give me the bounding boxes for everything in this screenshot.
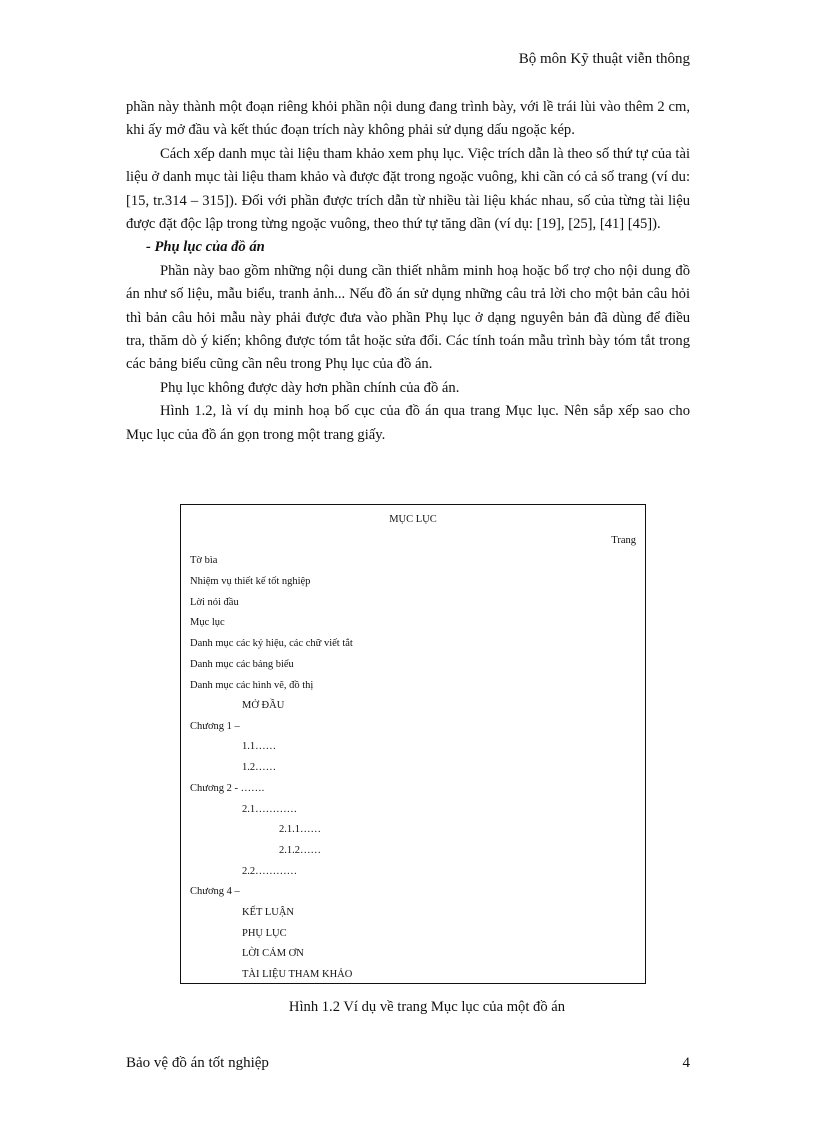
toc-page-label: Trang	[611, 535, 636, 546]
paragraph-appendix-length: Phụ lục không được dày hơn phần chính của đồ án.	[160, 379, 460, 396]
toc-item: 2.2…………	[242, 866, 298, 877]
toc-item: Chương 2 - …….	[190, 783, 265, 794]
toc-item: 1.2……	[242, 762, 277, 773]
toc-item: 2.1…………	[242, 804, 298, 815]
toc-item: Danh mục các ký hiệu, các chữ viết tắt	[190, 638, 353, 649]
figure-caption: Hình 1.2 Ví dụ về trang Mục lục của một đồ án	[288, 999, 566, 1015]
toc-item: KẾT LUẬN	[242, 907, 295, 918]
page-header: Bộ môn Kỹ thuật viễn thông	[518, 51, 690, 67]
footer-title: Bảo vệ đồ án tốt nghiệp	[126, 1055, 269, 1071]
toc-item: Chương 1 –	[190, 721, 240, 732]
toc-figure	[180, 504, 646, 984]
body-text	[126, 96, 690, 447]
toc-item: 1.1……	[242, 741, 277, 752]
toc-item: LỜI CẢM ƠN	[242, 948, 304, 959]
paragraph-citation: Cách xếp danh mục tài liệu tham khảo xem phụ lục. Việc trích dẫn là theo số thứ tự của tài liệu ở danh mục tài liệu tham khảo và được đặt trong ngoặc vuông, khi cần có cả số trang (ví du: [15, tr.314 – 315]). Đối với phần được trích dẫn từ nhiều tài liệu khác nhau, số của từng tài liệu được đặt độc lập trong từng ngoặc vuông, theo thứ tự tăng dần (ví dụ: [19], [25], [41] [45]).	[126, 145, 690, 233]
paragraph-figure-ref: Hình 1.2, là ví dụ minh hoạ bố cục của đồ án qua trang Mục lục. Nên sắp xếp sao cho Mục lục của đồ án gọn trong một trang giấy.	[126, 403, 690, 443]
toc-item: Tờ bìa	[190, 555, 218, 566]
toc-item: MỞ ĐẦU	[242, 700, 285, 711]
toc-item: 2.1.2……	[279, 845, 321, 856]
toc-item: Danh mục các bảng biểu	[190, 659, 294, 670]
toc-item: Chương 4 –	[190, 886, 240, 897]
toc-item: Nhiệm vụ thiết kế tốt nghiệp	[190, 576, 311, 587]
toc-item: Lời nói đầu	[190, 597, 239, 608]
page-number: 4	[682, 1055, 690, 1071]
toc-item: 2.1.1……	[279, 824, 321, 835]
toc-title: MỤC LỤC	[389, 514, 437, 525]
toc-item: Danh mục các hình vẽ, đồ thị	[190, 680, 314, 691]
section-heading: - Phụ lục của đồ án	[146, 239, 265, 256]
toc-item: PHỤ LỤC	[242, 928, 287, 939]
paragraph-appendix: Phần này bao gồm những nội dung cần thiết nhằm minh hoạ hoặc bổ trợ cho nội dung đồ án như số liệu, mẫu biểu, tranh ảnh... Nếu đồ án sử dụng những câu trả lời cho một bản câu hỏi thì bản câu hỏi mẫu này phải được đưa vào phần Phụ lục ở dạng nguyên bản đã dùng để điều tra, thăm dò ý kiến; không được tóm tắt hoặc sửa đổi. Các tính toán mẫu trình bày tóm tắt trong các bảng biểu cũng cần nêu trong Phụ lục của đồ án.	[126, 262, 690, 373]
paragraph-continuation: phần này thành một đoạn riêng khỏi phần nội dung đang trình bày, với lề trái lùi vào thêm 2 cm, khi ấy mở đầu và kết thúc đoạn trích này không phải sử dụng dấu ngoặc kép.	[126, 99, 690, 139]
toc-item: Mục lục	[190, 617, 225, 628]
toc-item: TÀI LIỆU THAM KHẢO	[242, 969, 353, 980]
